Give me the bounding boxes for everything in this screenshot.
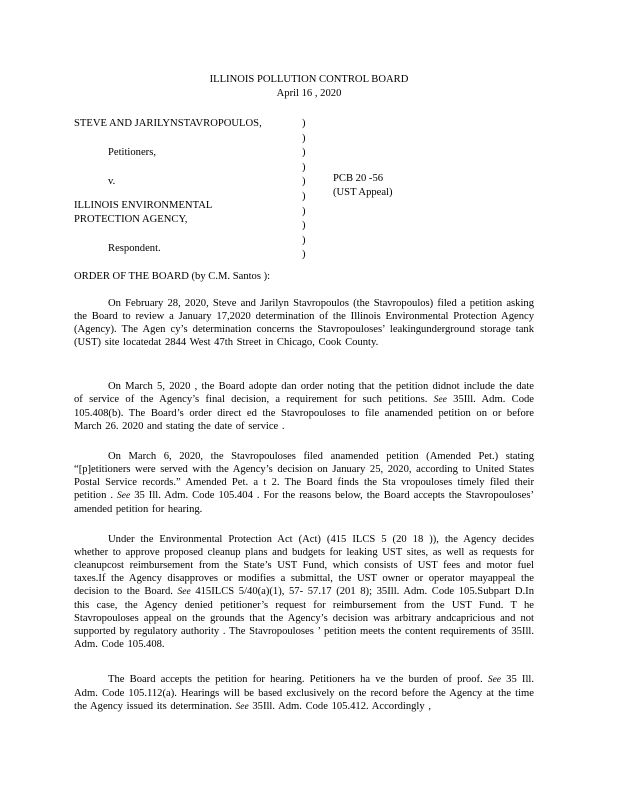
paragraph-3 — [74, 450, 534, 516]
caption-paren: ) — [302, 147, 306, 159]
caption-paren: ) — [302, 118, 306, 129]
petitioners-name: STEVE AND JARILYNSTAVROPOULOS, — [74, 118, 262, 129]
caption-paren: ) — [302, 234, 306, 246]
versus-label: v. — [108, 176, 116, 187]
see-signal: See — [235, 702, 249, 712]
caption-paren: ) — [302, 220, 306, 232]
paragraph-3-text-a: On March 6, 2020, the Stavropouloses filed anamended petition (Amended Pet.) stating “[p]etitioners were served with the Agency’s decision on January 25, 2020, according to United States Postal Service records.” Amended Pet. a t 2. The Board finds the Sta vropouloses timely filed their petition . — [74, 451, 534, 501]
paragraph-2 — [74, 380, 534, 433]
caption-parentheses — [302, 117, 310, 263]
paragraph-4-text-a: Under the Environmental Protection Act (Act) (415 ILCS 5 (20 18 )), the Agency decides whether to approve proposed cleanup plans and budgets for leaking UST sites, as well as requests for cleanupcost reimbursement from the State’s UST Fund, which consists of UST fees and motor fuel taxes.If the Agency disapproves or modifies a submittal, the UST owner or operator mayappeal the decision to the Board. — [74, 534, 534, 597]
see-signal: See — [117, 491, 131, 501]
respondent-name-line1: ILLINOIS ENVIRONMENTAL — [74, 200, 213, 211]
respondent-name-line2: PROTECTION AGENCY, — [74, 214, 188, 225]
paragraph-4-text-b: 415ILCS 5/40(a)(1), 57- 57.17 (201 8); 35Ill. Adm. Code 105.Subpart D.In this case, the Agency denied petitioner’s request for reimbursement from the UST Fund. T he Stavropouloses appeal on the grounds that the Agency’s decision was arbitrary andcapricious and not supported by regulatory authority . The Stavropouloses ’ petition meets the content requirements of 35Ill. Adm. Code 105.408. — [74, 586, 534, 650]
case-number: PCB 20 -56 — [333, 173, 384, 184]
case-type: (UST Appeal) — [333, 187, 393, 198]
caption-paren: ) — [302, 190, 306, 202]
paragraph-1 — [74, 297, 534, 349]
see-signal: See — [433, 395, 447, 405]
see-signal: See — [177, 587, 191, 597]
caption-paren: ) — [302, 249, 306, 261]
paragraph-3-text-b: 35 Ill. Adm. Code 105.404 . For the reasons below, the Board accepts the Stavropouloses’ amended petition for hearing. — [74, 490, 535, 515]
petitioners-label: Petitioners, — [108, 147, 156, 158]
paragraph-5-text-b: 35 Ill. Adm. Code 105.112(a). Hearings will be based exclusively on the record before the Agency at the time the Agency issued its determination. — [74, 674, 534, 712]
order-date: April 16 , 2020 — [276, 88, 342, 99]
caption-paren: ) — [302, 205, 306, 217]
court-name: ILLINOIS POLLUTION CONTROL BOARD — [209, 74, 409, 85]
see-signal: See — [487, 675, 502, 685]
paragraph-5-text-a: The Board accepts the petition for hearing. Petitioners ha ve the burden of proof. — [108, 674, 488, 685]
respondent-label: Respondent. — [108, 243, 161, 254]
paragraph-5-text-c: 35Ill. Adm. Code 105.412. Accordingly , — [248, 701, 431, 712]
caption-paren: ) — [302, 161, 306, 173]
order-heading: ORDER OF THE BOARD (by C.M. Santos ): — [74, 271, 271, 282]
caption-paren: ) — [302, 176, 306, 188]
paragraph-1-text: On February 28, 2020, Steve and Jarilyn Stavropoulos (the Stavropoulos) filed a petition asking the Board to review a January 17,2020 determination of the Illinois Environmental Protection Agency (Agency). The Agen cy’s determination concerns the Stavropouloses’ leakingunderground storage tank (UST) site locatedat 2844 West 47th Street in Chicago, Cook County. — [74, 298, 534, 348]
paragraph-2-text-b: 35Ill. Adm. Code 105.408(b). The Board’s order direct ed the Stavropouloses to file anamended petition on or before March 26. 2020 and stating the date of service . — [74, 394, 535, 432]
paragraph-2-text-a: On March 5, 2020 , the Board adopte dan order noting that the petition didnot include the date of service of the Agency’s final decision, a requirement for such petitions. — [74, 381, 534, 405]
paragraph-4 — [74, 533, 534, 651]
caption-paren: ) — [302, 132, 306, 144]
paragraph-5 — [74, 673, 534, 714]
